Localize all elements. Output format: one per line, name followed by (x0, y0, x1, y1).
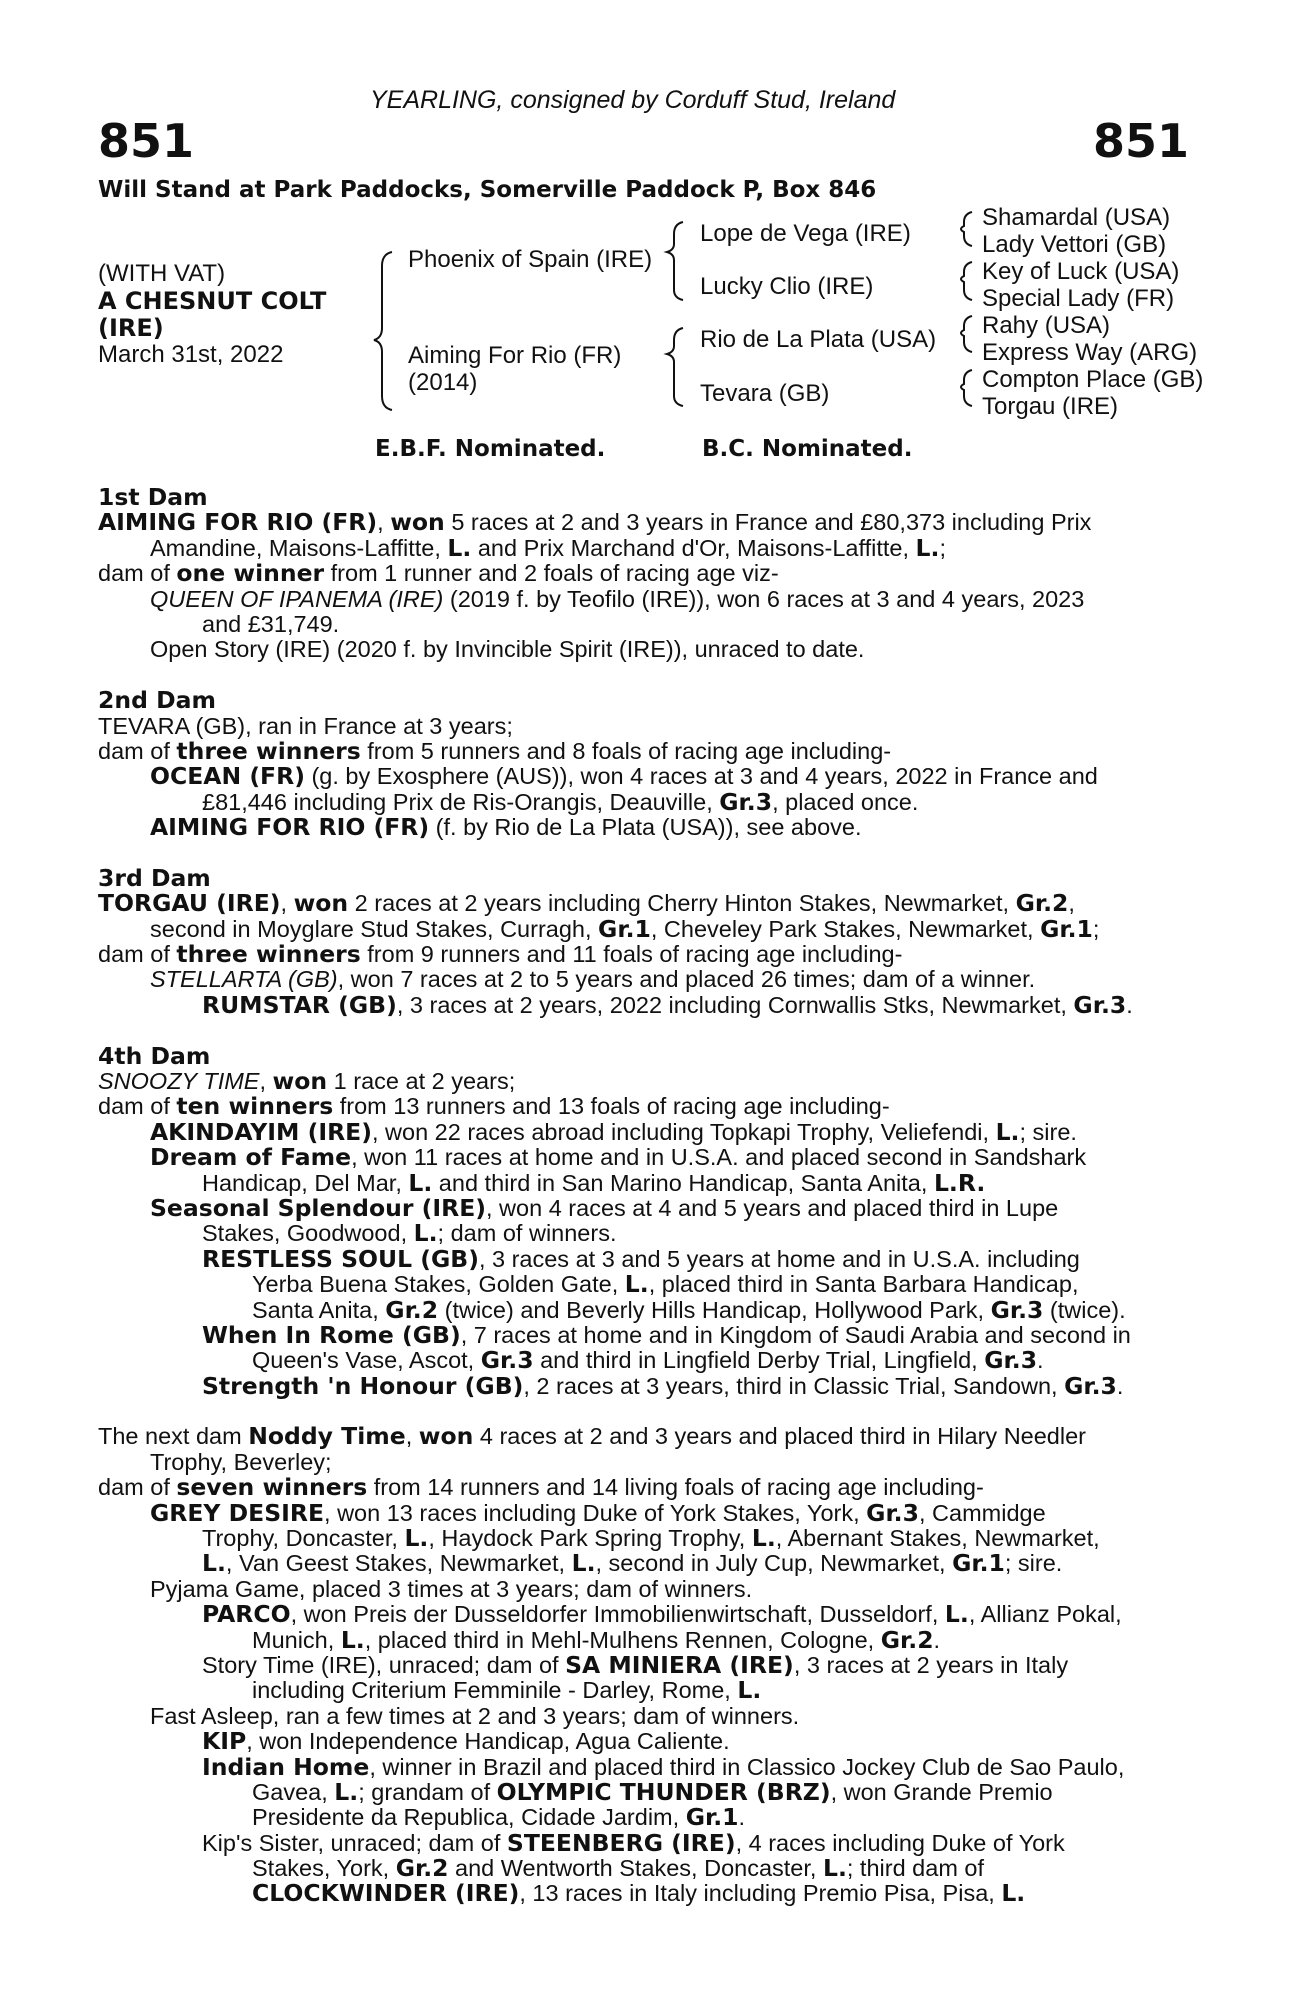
text-segment: Kip's Sister, unraced; dam of (202, 1829, 507, 1856)
text-segment: dam of (98, 941, 177, 968)
text-segment: , Abernant Stakes, Newmarket, (775, 1525, 1100, 1552)
bold-text: Gr.3 (1064, 1371, 1117, 1400)
text-segment: and Wentworth Stakes, Doncaster, (448, 1855, 823, 1882)
bold-text: GREY DESIRE (150, 1498, 325, 1527)
paragraph-gap (98, 1018, 1208, 1043)
bold-text: Gr.1 (952, 1549, 1005, 1578)
bold-text: won (390, 508, 445, 537)
bold-text: L.R. (933, 1168, 986, 1197)
catalogue-line (98, 637, 1208, 662)
catalogue-line (98, 485, 1208, 510)
bold-text: three winners (176, 736, 361, 765)
text-segment: (g. by Exosphere (AUS)), won 4 races at 3 and 4 years, 2022 in France and (304, 763, 1098, 790)
catalogue-line (98, 1272, 1208, 1297)
paragraph-gap (98, 840, 1208, 865)
text-segment: Presidente da Republica, Cidade Jardim, (252, 1804, 686, 1831)
pedigree-dam-year: (2014) (408, 369, 478, 396)
pedigree-sire: Phoenix of Spain (IRE) (408, 246, 653, 273)
text-segment: and £31,749. (202, 610, 340, 637)
bold-text: CLOCKWINDER (IRE) (252, 1879, 520, 1908)
text-segment: dam of (98, 737, 177, 764)
catalogue-line (98, 1551, 1208, 1576)
pedigree-gen3-1: Shamardal (USA) (982, 204, 1171, 231)
bc-nomination: B.C. Nominated. (702, 436, 913, 462)
lot-number-right: 851 (1093, 114, 1190, 168)
text-segment: , placed once. (772, 788, 919, 815)
text-segment: Amandine, Maisons-Laffitte, (150, 534, 448, 561)
catalogue-line (98, 714, 1208, 739)
lot-number-left: 851 (98, 114, 195, 168)
italic-text: SNOOZY TIME (98, 1067, 260, 1094)
text-segment: including Criterium Femminile - Darley, Rome, (252, 1677, 738, 1704)
catalogue-line (98, 1348, 1208, 1373)
text-segment: , won Preis der Dusseldorfer Immobilienwirtschaft, Dusseldorf, (290, 1601, 945, 1628)
catalogue-line (98, 1041, 1208, 1070)
text-segment: Santa Anita, (252, 1296, 386, 1323)
catalogue-line (98, 1678, 1208, 1703)
text-segment: dam of (98, 560, 177, 587)
bold-text: L. (408, 1168, 433, 1197)
catalogue-line (98, 1450, 1208, 1475)
text-segment: ; sire. (1004, 1550, 1063, 1577)
bold-text: ten winners (176, 1092, 334, 1121)
text-segment: , (259, 1067, 273, 1094)
bold-text: L. (202, 1549, 226, 1578)
catalogue-line (98, 1602, 1208, 1627)
catalogue-line (98, 1094, 1208, 1119)
text-segment: , won 7 races at 2 to 5 years and placed 26 times; dam of a winner. (337, 966, 1036, 993)
catalogue-line (98, 510, 1208, 535)
bold-text: PARCO (202, 1600, 291, 1629)
text-segment: 5 races at 2 and 3 years in France and £80,373 including Prix (444, 509, 1092, 536)
bold-text: Gr.2 (385, 1295, 439, 1324)
text-segment: , 4 races including Duke of York (735, 1829, 1065, 1856)
pedigree-sire-dam: Lucky Clio (IRE) (700, 273, 874, 300)
bold-text: Gr.1 (685, 1803, 739, 1832)
text-segment: , (1068, 890, 1075, 917)
bold-text: L. (915, 533, 940, 562)
foaling-date: March 31st, 2022 (98, 341, 284, 368)
pedigree-dam: Aiming For Rio (FR) (408, 342, 622, 369)
pedigree-sire-sire: Lope de Vega (IRE) (700, 220, 911, 247)
bold-text: AKINDAYIM (IRE) (150, 1117, 372, 1146)
text-segment: , placed third in Santa Barbara Handicap, (648, 1271, 1079, 1298)
text-segment: from 13 runners and 13 foals of racing age including- (333, 1093, 890, 1120)
text-segment: , Cheveley Park Stakes, Newmarket, (650, 915, 1041, 942)
text-segment: . (1126, 991, 1133, 1018)
text-segment: , 13 races in Italy including Premio Pisa, Pisa, (519, 1880, 1002, 1907)
text-segment: from 14 runners and 14 living foals of racing age including- (367, 1474, 984, 1501)
text-segment: Stakes, Goodwood, (202, 1220, 414, 1247)
catalogue-line (98, 967, 1208, 992)
text-segment: , won 4 races at 4 and 5 years and placed third in Lupe (486, 1194, 1059, 1221)
bold-text: Gr.1 (598, 914, 651, 943)
text-segment: ; (1092, 915, 1100, 942)
catalogue-line (98, 787, 1208, 816)
bold-text: Seasonal Splendour (IRE) (150, 1193, 486, 1222)
catalogue-line (98, 1145, 1208, 1170)
text-segment: Munich, (252, 1626, 341, 1653)
text-segment: The next dam (98, 1423, 249, 1450)
text-segment: Open Story (IRE) (2020 f. by Invincible Spirit (IRE)), unraced to date. (150, 636, 865, 663)
text-segment: £81,446 including Prix de Ris-Orangis, Deauville, (202, 788, 720, 815)
text-segment: , won 11 races at home and in U.S.A. and placed second in Sandshark (351, 1144, 1087, 1171)
pedigree-gen3-6: Express Way (ARG) (982, 339, 1198, 366)
catalogue-line (98, 1475, 1208, 1500)
catalogue-line (98, 942, 1208, 967)
text-segment: , won Independence Handicap, Agua Caliente. (246, 1728, 730, 1755)
pedigree-dam-dam: Tevara (GB) (700, 380, 830, 407)
pedigree-gen3-5: Rahy (USA) (982, 312, 1111, 339)
text-segment: and Prix Marchand d'Or, Maisons-Laffitte, (471, 534, 916, 561)
bold-text: one winner (176, 559, 325, 588)
bold-text: Gr.2 (880, 1625, 934, 1654)
catalogue-line (98, 1777, 1208, 1806)
text-segment: . (738, 1804, 746, 1831)
text-segment: Pyjama Game, placed 3 times at 3 years; dam of winners. (150, 1575, 753, 1602)
catalogue-line (98, 1295, 1208, 1324)
bold-text: L. (447, 533, 472, 562)
bold-text: Noddy Time (248, 1422, 406, 1451)
catalogue-line (98, 1244, 1208, 1273)
catalogue-line (98, 1752, 1208, 1781)
text-segment: Trophy, Beverley; (150, 1448, 332, 1475)
text-segment: ; third dam of (846, 1855, 985, 1882)
catalogue-line (98, 1729, 1208, 1754)
text-segment: , won Grande Premio (830, 1778, 1053, 1805)
bold-text: L. (571, 1549, 596, 1578)
pedigree-dam-sire: Rio de La Plata (USA) (700, 326, 937, 353)
bold-text: RESTLESS SOUL (GB) (202, 1244, 479, 1273)
text-segment: , Cammidge (918, 1499, 1046, 1526)
catalogue-line (98, 587, 1208, 612)
catalogue-line (98, 561, 1208, 586)
text-segment: dam of (98, 1474, 177, 1501)
text-segment: Trophy, Doncaster, (202, 1525, 405, 1552)
text-segment: from 9 runners and 11 foals of racing age including- (360, 941, 903, 968)
text-segment: , (405, 1423, 419, 1450)
text-segment: . (1037, 1347, 1044, 1374)
text-segment: ; (939, 534, 946, 561)
text-segment: TEVARA (GB), ran in France at 3 years; (98, 712, 513, 739)
bold-text: L. (737, 1676, 762, 1705)
catalogue-line (98, 1221, 1208, 1246)
text-segment: Gavea, (252, 1778, 335, 1805)
catalogue-line (98, 891, 1208, 916)
bold-text: Gr.3 (1073, 990, 1127, 1019)
bold-text: L. (995, 1117, 1020, 1146)
bold-text: Gr.2 (395, 1854, 449, 1883)
bold-text: Gr.2 (1015, 889, 1069, 918)
bold-text: L. (751, 1524, 776, 1553)
bold-text: TORGAU (IRE) (98, 889, 281, 918)
bold-text: Gr.3 (984, 1346, 1038, 1375)
catalogue-line (98, 1828, 1208, 1857)
bold-text: OLYMPIC THUNDER (BRZ) (496, 1777, 831, 1806)
catalogue-line (98, 1526, 1208, 1551)
catalogue-line (98, 1625, 1208, 1654)
text-segment: , winner in Brazil and placed third in Classico Jockey Club de Sao Paulo, (369, 1753, 1125, 1780)
catalogue-page-body (98, 485, 1208, 1907)
text-segment: , 3 races at 2 years in Italy (793, 1651, 1069, 1678)
text-segment: Queen's Vase, Ascot, (252, 1347, 481, 1374)
catalogue-line (98, 533, 1208, 562)
bold-text: L. (624, 1270, 649, 1299)
catalogue-line (98, 914, 1208, 943)
catalogue-line (98, 688, 1208, 713)
bold-text: AIMING FOR RIO (FR) (98, 508, 378, 537)
catalogue-line (98, 1117, 1208, 1146)
italic-text: QUEEN OF IPANEMA (IRE) (150, 585, 444, 612)
text-segment: , 3 races at 2 years, 2022 including Cornwallis Stks, Newmarket, (396, 991, 1074, 1018)
catalogue-line (98, 1805, 1208, 1830)
bold-text: won (293, 889, 349, 918)
catalogue-line (98, 736, 1208, 765)
catalogue-line (98, 863, 1208, 892)
text-segment: and third in Lingfield Derby Trial, Lingfield, (533, 1347, 985, 1374)
text-segment: Handicap, Del Mar, (202, 1169, 409, 1196)
paragraph-gap (98, 663, 1208, 688)
bold-text: Indian Home (202, 1752, 370, 1781)
bold-text: STEENBERG (IRE) (506, 1828, 736, 1857)
text-segment: from 5 runners and 8 foals of racing age including- (360, 737, 892, 764)
catalogue-line (98, 1856, 1208, 1881)
pedigree-gen3-3: Key of Luck (USA) (982, 258, 1180, 285)
text-segment: , (377, 509, 391, 536)
catalogue-line (98, 1704, 1208, 1729)
pedigree-gen3-8: Torgau (IRE) (982, 393, 1119, 420)
bold-text: won (272, 1066, 328, 1095)
catalogue-line (98, 1577, 1208, 1602)
text-segment: , won 13 races including Duke of York Stakes, York, (324, 1499, 867, 1526)
text-segment: Fast Asleep, ran a few times at 2 and 3 years; dam of winners. (150, 1702, 800, 1729)
catalogue-line (98, 990, 1208, 1019)
text-segment: , Allianz Pokal, (968, 1601, 1122, 1628)
catalogue-line (98, 612, 1208, 637)
catalogue-line (98, 1066, 1208, 1095)
catalogue-line (98, 764, 1208, 789)
bold-text: Strength 'n Honour (GB) (202, 1371, 524, 1400)
horse-name: A CHESNUT COLT (98, 287, 327, 315)
text-segment: , second in July Cup, Newmarket, (595, 1550, 953, 1577)
text-segment: from 1 runner and 2 foals of racing age viz- (324, 560, 779, 587)
bold-text: Dream of Fame (150, 1143, 352, 1172)
text-segment: (twice). (1043, 1296, 1126, 1323)
bold-text: seven winners (176, 1473, 368, 1502)
text-segment: 2 races at 2 years including Cherry Hinton Stakes, Newmarket, (348, 890, 1016, 917)
consignment-line: YEARLING, consigned by Corduff Stud, Ireland (370, 86, 896, 114)
bold-text: Gr.1 (1040, 914, 1093, 943)
bold-text: L. (1001, 1879, 1026, 1908)
bold-text: L. (334, 1777, 359, 1806)
catalogue-line (98, 1193, 1208, 1222)
catalogue-line (98, 1881, 1208, 1906)
catalogue-line (98, 1424, 1208, 1449)
text-segment: , 3 races at 3 and 5 years at home and in U.S.A. including (478, 1245, 1080, 1272)
text-segment: , Van Geest Stakes, Newmarket, (225, 1550, 572, 1577)
text-segment: ; sire. (1019, 1118, 1077, 1145)
text-segment: , 7 races at home and in Kingdom of Saudi Arabia and second in (460, 1321, 1131, 1348)
vat-note: (WITH VAT) (98, 260, 226, 287)
bold-text: L. (413, 1219, 438, 1248)
catalogue-line (98, 1371, 1208, 1400)
ebf-nomination: E.B.F. Nominated. (375, 436, 606, 462)
bold-text: 3rd Dam (98, 863, 211, 892)
pedigree-gen3-4: Special Lady (FR) (982, 285, 1175, 312)
text-segment: Story Time (IRE), unraced; dam of (202, 1651, 566, 1678)
bold-text: Gr.3 (990, 1295, 1044, 1324)
bold-text: L. (944, 1600, 969, 1629)
text-segment: (2019 f. by Teofilo (IRE)), won 6 races at 3 and 4 years, 2023 (443, 585, 1085, 612)
stand-location: Will Stand at Park Paddocks, Somerville Paddock P, Box 846 (98, 177, 877, 203)
bold-text: When In Rome (GB) (202, 1320, 461, 1349)
bold-text: RUMSTAR (GB) (202, 990, 397, 1019)
bold-text: won (418, 1422, 474, 1451)
bold-text: SA MINIERA (IRE) (565, 1650, 794, 1679)
text-segment: , (280, 890, 294, 917)
catalogue-line (98, 1498, 1208, 1527)
bold-text: Gr.3 (480, 1346, 534, 1375)
text-segment: (f. by Rio de La Plata (USA)), see above. (429, 814, 862, 841)
catalogue-line (98, 1168, 1208, 1197)
text-segment: , 2 races at 3 years, third in Classic Trial, Sandown, (523, 1372, 1065, 1399)
text-segment: . (933, 1626, 941, 1653)
text-segment: Stakes, York, (252, 1855, 396, 1882)
text-segment: . (1116, 1372, 1124, 1399)
bold-text: 2nd Dam (98, 686, 216, 715)
pedigree-gen3-7: Compton Place (GB) (982, 366, 1204, 393)
text-segment: 4 races at 2 and 3 years and placed third in Hilary Needler (473, 1423, 1086, 1450)
catalogue-line (98, 815, 1208, 840)
paragraph-gap (98, 1399, 1208, 1424)
horse-name-suffix: (IRE) (98, 314, 164, 342)
text-segment: ; grandam of (358, 1778, 497, 1805)
bold-text: three winners (176, 940, 361, 969)
text-segment: , won 22 races abroad including Topkapi Trophy, Veliefendi, (371, 1118, 996, 1145)
bold-text: AIMING FOR RIO (FR) (150, 813, 430, 842)
bold-text: L. (822, 1854, 847, 1883)
bold-text: L. (340, 1625, 365, 1654)
bold-text: OCEAN (FR) (150, 762, 305, 791)
text-segment: ; dam of winners. (437, 1220, 617, 1247)
bold-text: 1st Dam (98, 483, 208, 511)
pedigree-gen3-2: Lady Vettori (GB) (982, 231, 1167, 258)
bold-text: Gr.3 (866, 1498, 919, 1527)
catalogue-line (98, 1320, 1208, 1349)
italic-text: STELLARTA (GB) (150, 966, 338, 993)
text-segment: Yerba Buena Stakes, Golden Gate, (252, 1271, 625, 1298)
text-segment: , placed third in Mehl-Mulhens Rennen, Cologne, (364, 1626, 881, 1653)
text-segment: dam of (98, 1093, 177, 1120)
text-segment: , Haydock Park Spring Trophy, (428, 1525, 752, 1552)
text-segment: and third in San Marino Handicap, Santa Anita, (432, 1169, 934, 1196)
bold-text: 4th Dam (98, 1041, 211, 1070)
bold-text: L. (404, 1524, 429, 1553)
bold-text: KIP (202, 1727, 247, 1756)
catalogue-line (98, 1650, 1208, 1679)
bold-text: Gr.3 (719, 787, 773, 816)
text-segment: second in Moyglare Stud Stakes, Curragh, (150, 915, 599, 942)
text-segment: 1 race at 2 years; (327, 1067, 516, 1094)
text-segment: (twice) and Beverly Hills Handicap, Hollywood Park, (438, 1296, 991, 1323)
